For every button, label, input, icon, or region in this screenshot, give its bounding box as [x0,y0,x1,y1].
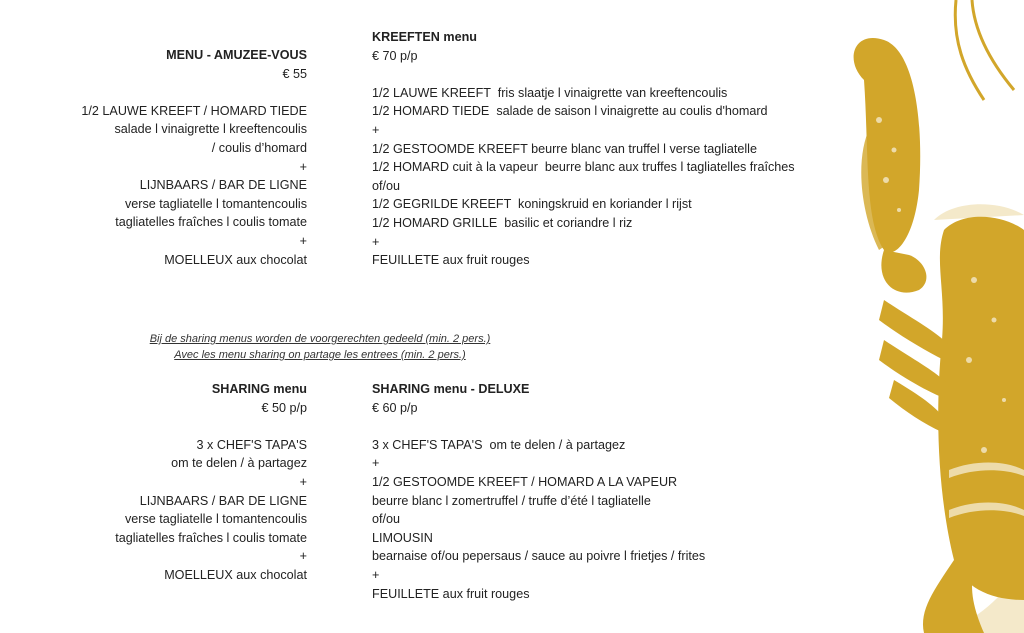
menu-title: MENU - AMUZEE-VOUS [166,48,307,62]
menu-line: + [372,567,380,582]
menu-line: + [299,233,307,248]
lobster-illustration [824,0,1024,633]
menu-line: 1/2 HOMARD TIEDE salade de saison l vinaigrette au coulis d'homard [372,104,768,119]
menu-line: tagliatelles fraîches l coulis tomate [115,215,307,230]
menu-sharing-deluxe [372,380,705,603]
menu-line: + [372,234,380,249]
menu-line: 1/2 HOMARD GRILLE basilic et coriandre l riz [372,215,633,230]
menu-title: KREEFTEN menu [372,30,477,44]
menu-line: + [299,159,307,174]
menu-amuzee [81,46,307,269]
menu-line: MOELLEUX aux chocolat [164,567,307,582]
menu-line: 1/2 GESTOOMDE KREEFT / HOMARD A LA VAPEUR [372,474,678,489]
menu-line: bearnaise of/ou pepersaus / sauce au poivre l frietjes / frites [372,549,706,564]
menu-line: of/ou [372,512,401,527]
menu-line: + [372,122,380,137]
menu-lines [115,436,307,585]
menu-line: 1/2 GEGRILDE KREEFT koningskruid en koriander l rijst [372,197,692,212]
menu-line: verse tagliatelle l tomantencoulis [124,512,307,527]
menu-line: of/ou [372,178,401,193]
menu-line: + [372,456,380,471]
menu-line: 1/2 GESTOOMDE KREEFT beurre blanc van truffel l verse tagliatelle [372,141,757,156]
menu-lines [372,436,705,603]
menu-line: LIJNBAARS / BAR DE LIGNE [139,493,307,508]
menu-line: verse tagliatelle l tomantencoulis [124,196,307,211]
note-fr: Avec les menu sharing on partage les entrees (min. 2 pers.) [174,349,466,361]
menu-price: € 60 p/p [372,400,418,415]
menu-title: SHARING menu - DELUXE [372,382,530,396]
menu-line: 1/2 HOMARD cuit à la vapeur beurre blanc aux truffes l tagliatelles fraîches [372,160,795,175]
menu-price: € 50 p/p [261,400,307,415]
menu-line: om te delen / à partagez [171,456,307,471]
menu-title: SHARING menu [211,382,307,396]
menu-price: € 55 [282,66,307,81]
menu-line: MOELLEUX aux chocolat [164,252,307,267]
menu-kreeften [372,28,795,270]
menu-line: LIJNBAARS / BAR DE LIGNE [139,178,307,193]
menu-line: FEUILLETE aux fruit rouges [372,586,530,601]
menu-sharing [115,380,307,585]
menu-line: 1/2 LAUWE KREEFT fris slaatje l vinaigrette van kreeftencoulis [372,85,728,100]
menu-line: 3 x CHEF'S TAPA'S [196,437,307,452]
menu-line: + [299,474,307,489]
menu-lines [81,102,307,269]
menu-line: FEUILLETE aux fruit rouges [372,253,530,268]
sharing-note [100,331,540,363]
menu-line: LIMOUSIN [372,530,433,545]
note-nl: Bij de sharing menus worden de voorgerechten gedeeld (min. 2 pers.) [149,333,491,345]
menu-line: beurre blanc l zomertruffel / truffe d’été l tagliatelle [372,493,651,508]
menu-line: + [299,549,307,564]
menu-line: 1/2 LAUWE KREEFT / HOMARD TIEDE [81,103,307,118]
menu-lines [372,84,795,270]
menu-line: tagliatelles fraîches l coulis tomate [115,530,307,545]
menu-line: salade l vinaigrette l kreeftencoulis [114,122,307,137]
menu-line: 3 x CHEF'S TAPA'S om te delen / à partagez [372,437,626,452]
menu-line: / coulis d’homard [211,140,307,155]
menu-price: € 70 p/p [372,48,418,63]
